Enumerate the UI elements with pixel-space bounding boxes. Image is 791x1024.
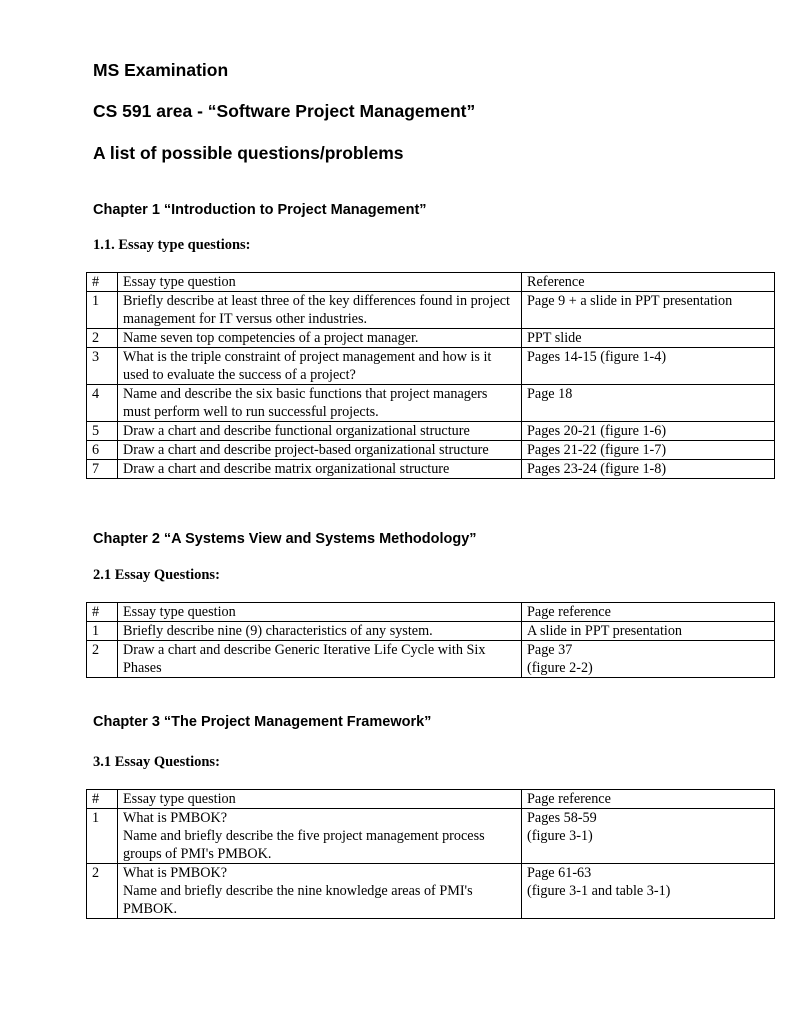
table-row bbox=[87, 864, 775, 919]
row-question bbox=[118, 809, 522, 864]
row-number: 4 bbox=[87, 385, 118, 422]
row-reference: Pages 20-21 (figure 1-6) bbox=[522, 422, 775, 441]
chapter-1-table bbox=[86, 272, 775, 479]
row-reference bbox=[522, 641, 775, 678]
reference-line: Page 61-63 bbox=[527, 865, 592, 881]
chapter-2-heading: Chapter 2 “A Systems View and Systems Methodology” bbox=[93, 531, 477, 547]
column-header-number: # bbox=[87, 273, 118, 292]
table-header-row bbox=[87, 790, 775, 809]
table-row bbox=[87, 641, 775, 678]
column-header-reference: Reference bbox=[522, 273, 775, 292]
column-header-number: # bbox=[87, 790, 118, 809]
list-title: A list of possible questions/problems bbox=[93, 143, 404, 163]
chapter-2-table bbox=[86, 602, 775, 678]
chapter-1-heading: Chapter 1 “Introduction to Project Management” bbox=[93, 202, 427, 218]
table-row bbox=[87, 441, 775, 460]
question-line: Name and briefly describe the five project management process groups of PMI's PMBOK. bbox=[123, 828, 485, 862]
row-question: Draw a chart and describe project-based organizational structure bbox=[118, 441, 522, 460]
row-reference: Pages 21-22 (figure 1-7) bbox=[522, 441, 775, 460]
row-question: Draw a chart and describe matrix organizational structure bbox=[118, 460, 522, 479]
row-reference: Page 18 bbox=[522, 385, 775, 422]
row-question: Draw a chart and describe Generic Iterative Life Cycle with Six Phases bbox=[118, 641, 522, 678]
chapter-3-heading: Chapter 3 “The Project Management Framework” bbox=[93, 714, 432, 730]
row-number: 1 bbox=[87, 622, 118, 641]
row-reference bbox=[522, 809, 775, 864]
row-reference: Pages 14-15 (figure 1-4) bbox=[522, 348, 775, 385]
question-line: What is PMBOK? bbox=[123, 865, 228, 881]
row-number: 7 bbox=[87, 460, 118, 479]
column-header-reference: Page reference bbox=[522, 790, 775, 809]
table-row bbox=[87, 460, 775, 479]
row-question: What is the triple constraint of project management and how is it used to evaluate the success of a project? bbox=[118, 348, 522, 385]
table-row bbox=[87, 622, 775, 641]
table-row bbox=[87, 329, 775, 348]
row-number: 5 bbox=[87, 422, 118, 441]
row-reference bbox=[522, 864, 775, 919]
row-question: Name seven top competencies of a project manager. bbox=[118, 329, 522, 348]
column-header-question: Essay type question bbox=[118, 603, 522, 622]
row-number: 6 bbox=[87, 441, 118, 460]
row-number: 2 bbox=[87, 329, 118, 348]
row-question bbox=[118, 864, 522, 919]
reference-line: Page 37 bbox=[527, 642, 573, 658]
table-row bbox=[87, 809, 775, 864]
row-reference: A slide in PPT presentation bbox=[522, 622, 775, 641]
chapter-1-subheading: 1.1. Essay type questions: bbox=[93, 237, 251, 253]
row-number: 1 bbox=[87, 292, 118, 329]
row-number: 2 bbox=[87, 641, 118, 678]
table-header-row bbox=[87, 273, 775, 292]
table-row bbox=[87, 422, 775, 441]
reference-line: (figure 3-1 and table 3-1) bbox=[527, 883, 671, 899]
table-row bbox=[87, 292, 775, 329]
row-reference: Page 9 + a slide in PPT presentation bbox=[522, 292, 775, 329]
column-header-question: Essay type question bbox=[118, 790, 522, 809]
reference-line: (figure 3-1) bbox=[527, 828, 593, 844]
row-question: Name and describe the six basic functions that project managers must perform well to run successful projects. bbox=[118, 385, 522, 422]
table-row bbox=[87, 348, 775, 385]
question-line: Name and briefly describe the nine knowledge areas of PMI's PMBOK. bbox=[123, 883, 473, 917]
row-reference: Pages 23-24 (figure 1-8) bbox=[522, 460, 775, 479]
row-question: Draw a chart and describe functional organizational structure bbox=[118, 422, 522, 441]
course-area-title: CS 591 area - “Software Project Management” bbox=[93, 101, 476, 121]
row-number: 3 bbox=[87, 348, 118, 385]
row-question: Briefly describe at least three of the key differences found in project management for IT versus other industries. bbox=[118, 292, 522, 329]
row-question: Briefly describe nine (9) characteristics of any system. bbox=[118, 622, 522, 641]
question-line: What is PMBOK? bbox=[123, 810, 228, 826]
reference-line: Pages 58-59 bbox=[527, 810, 597, 826]
row-number: 1 bbox=[87, 809, 118, 864]
table-header-row bbox=[87, 603, 775, 622]
chapter-3-table bbox=[86, 789, 775, 919]
document-title: MS Examination bbox=[93, 60, 229, 80]
column-header-number: # bbox=[87, 603, 118, 622]
chapter-3-subheading: 3.1 Essay Questions: bbox=[93, 754, 220, 770]
row-reference: PPT slide bbox=[522, 329, 775, 348]
reference-line: (figure 2-2) bbox=[527, 660, 593, 676]
row-number: 2 bbox=[87, 864, 118, 919]
chapter-2-subheading: 2.1 Essay Questions: bbox=[93, 567, 220, 583]
column-header-question: Essay type question bbox=[118, 273, 522, 292]
column-header-reference: Page reference bbox=[522, 603, 775, 622]
table-row bbox=[87, 385, 775, 422]
